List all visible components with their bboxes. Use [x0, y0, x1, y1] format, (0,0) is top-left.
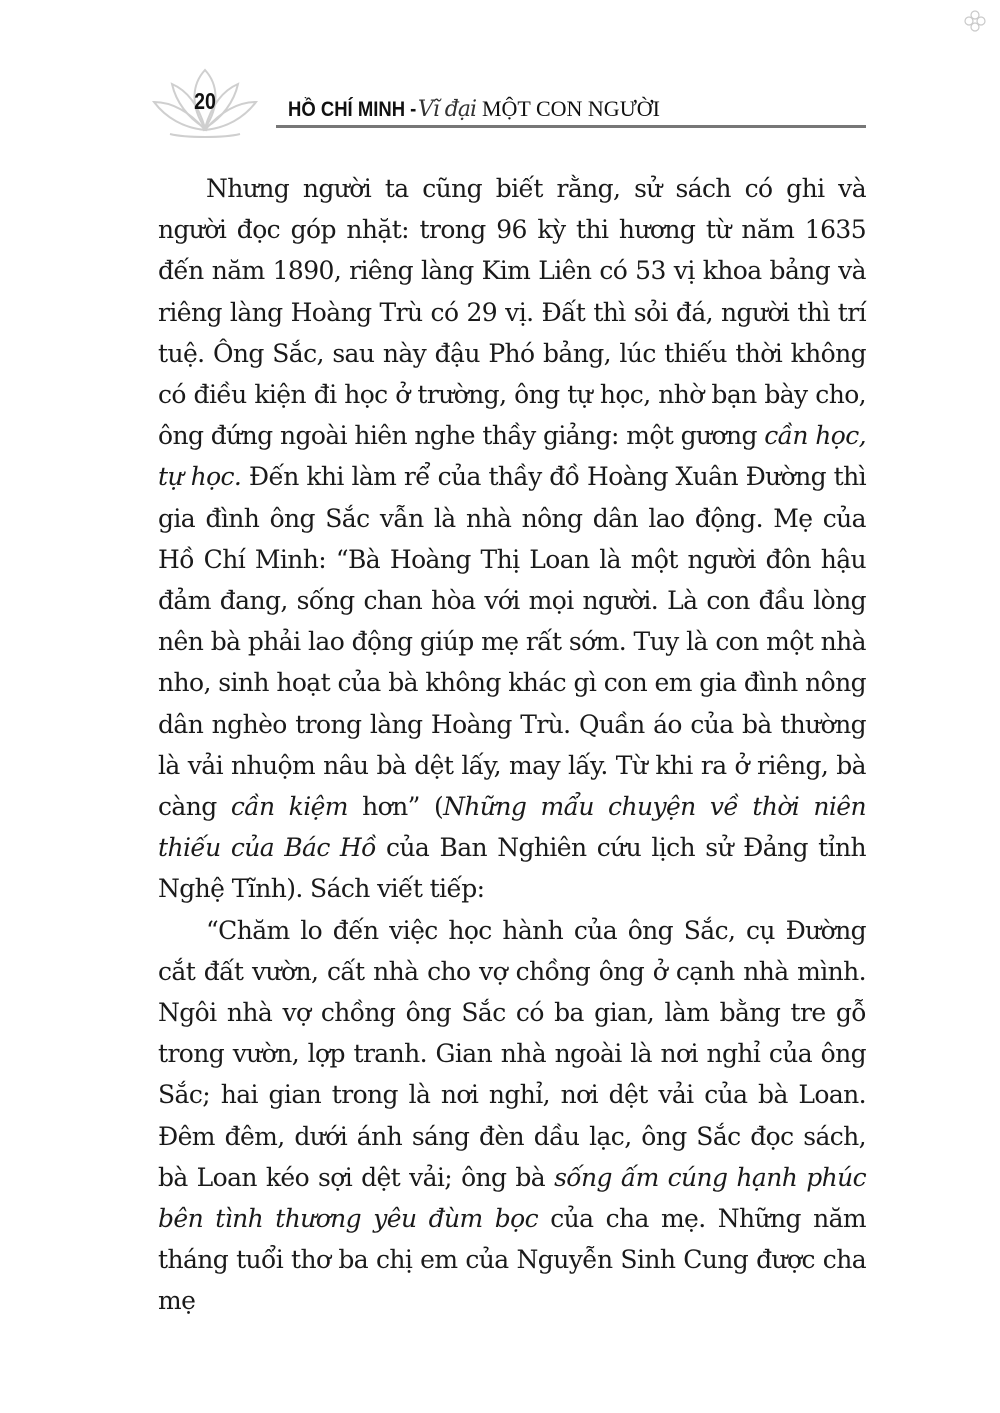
italic-phrase: sống ấm cúng hạnh phúc bên tình thương yêu đùm bọc — [158, 1162, 866, 1234]
paragraph — [158, 168, 866, 910]
book-reference: Những mẩu chuyện về thời niên thiếu của Bác Hồ — [158, 792, 866, 863]
paragraph-text: Nhưng người ta cũng biết rằng, sử sách có ghi và người đọc góp nhặt: trong 96 kỳ thi hương từ năm 1635 đến năm 1890, riêng làng Kim Liên có 53 vị khoa bảng và riêng làng Hoàng Trù có 29 vị. Đất thì sỏi đá, người thì trí tuệ. Ông Sắc, sau này đậu Phó bảng, lúc thiếu thời không có điều kiện đi học ở trường, ông tự học, nhờ bạn bày cho, ông đứng ngoài hiên nghe thầy giảng: một gương — [158, 174, 866, 451]
paragraph-text: của Ban Nghiên cứu lịch sử Đảng tỉnh Nghệ Tĩnh). Sách viết tiếp: — [158, 833, 866, 904]
italic-phrase: cần kiệm — [230, 792, 348, 822]
paragraph-text: “Chăm lo đến việc học hành của ông Sắc, cụ Đường cắt đất vườn, cất nhà cho vợ chồng ông ở cạnh nhà mình. Ngôi nhà vợ chồng ông Sắc có ba gian, làm bằng tre gỗ trong vườn, lợp tranh. Gian nhà ngoài là nơi nghỉ của ông Sắc; hai gian trong là nơi nghỉ, nơi dệt vải của bà Loan. Đêm đêm, dưới ánh sáng đèn dầu lạc, ông Sắc đọc sách, bà Loan kéo sợi dệt vải; ông bà — [158, 915, 866, 1192]
paragraph-text: hơn” ( — [347, 792, 444, 822]
running-header — [150, 62, 866, 142]
book-title-name: HỒ CHÍ MINH - — [288, 98, 417, 121]
flower-ornament-icon — [962, 8, 988, 34]
book-title — [288, 96, 660, 122]
header-rule — [276, 125, 866, 128]
paragraph-text: của cha mẹ. Những năm tháng tuổi thơ ba chị em của Nguyễn Sinh Cung được cha mẹ — [158, 1204, 867, 1316]
page-number: 20 — [194, 88, 216, 114]
paragraph-text: Đến khi làm rể của thầy đồ Hoàng Xuân Đường thì gia đình ông Sắc vẫn là nhà nông dân lao động. Mẹ của Hồ Chí Minh: “Bà Hoàng Thị Loan là một người đôn hậu đảm đang, sống chan hòa với mọi người. Là con đầu lòng nên bà phải lao động giúp mẹ rất sớm. Tuy là con một nhà nho, sinh hoạt của bà không khác gì con em gia đình nông dân nghèo trong làng Hoàng Trù. Quần áo của bà thường là vải nhuộm nâu bà dệt lấy, may lấy. Từ khi ra ở riêng, bà càng — [158, 462, 867, 822]
body-text — [158, 168, 866, 1322]
book-title-script: Vĩ đại — [417, 97, 476, 122]
italic-phrase: cần học, tự học. — [158, 421, 867, 492]
book-title-caps: MỘT CON NGƯỜI — [481, 96, 660, 121]
paragraph — [158, 910, 866, 1322]
